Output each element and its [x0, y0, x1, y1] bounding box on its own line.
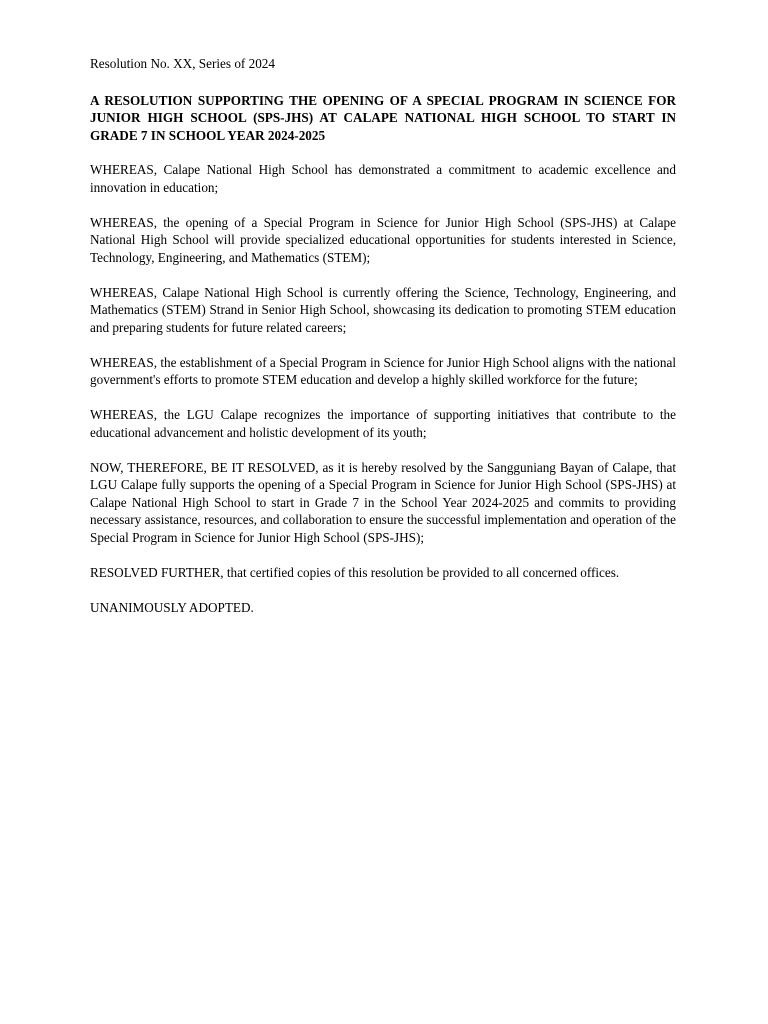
resolution-number: Resolution No. XX, Series of 2024 — [90, 56, 275, 71]
resolved-clause: NOW, THEREFORE, BE IT RESOLVED, as it is hereby resolved by the Sangguniang Bayan of Calape, that LGU Calape fully supports the opening of a Special Program in Science for Junior High School (SPS-JHS) at Calape National High School to start in Grade 7 in the School Year 2024-2025 and commits to providing necessary assistance, resources, and collaboration to ensure the successful implementation and operation of the Special Program in Science for Junior High School (SPS-JHS); — [90, 459, 676, 545]
resolution-title: A RESOLUTION SUPPORTING THE OPENING OF A SPECIAL PROGRAM IN SCIENCE FOR JUNIOR HIGH SCHOOL (SPS-JHS) AT CALAPE NATIONAL HIGH SCHOOL TO START IN GRADE 7 IN SCHOOL YEAR 2024-2025 — [90, 92, 676, 143]
whereas-clause-3: WHEREAS, Calape National High School is currently offering the Science, Technology, Engineering, and Mathematics (STEM) Strand in Senior High School, showcasing its dedication to promoting STEM education and preparing students for future related careers; — [90, 284, 676, 335]
whereas-clause-2: WHEREAS, the opening of a Special Program in Science for Junior High School (SPS-JHS) at Calape National High School will provide specialized educational opportunities for students interested in Science, Technology, Engineering, and Mathematics (STEM); — [90, 214, 676, 265]
whereas-clause-1: WHEREAS, Calape National High School has demonstrated a commitment to academic excellence and innovation in education; — [90, 162, 676, 195]
document-body — [90, 55, 676, 634]
whereas-clause-5: WHEREAS, the LGU Calape recognizes the importance of supporting initiatives that contribute to the educational advancement and holistic development of its youth; — [90, 407, 676, 440]
whereas-clause-4: WHEREAS, the establishment of a Special Program in Science for Junior High School aligns with the national government's efforts to promote STEM education and develop a highly skilled workforce for the future; — [90, 354, 676, 387]
adoption-statement: UNANIMOUSLY ADOPTED. — [90, 599, 254, 615]
resolved-further-clause: RESOLVED FURTHER, that certified copies of this resolution be provided to all concerned offices. — [90, 564, 620, 580]
